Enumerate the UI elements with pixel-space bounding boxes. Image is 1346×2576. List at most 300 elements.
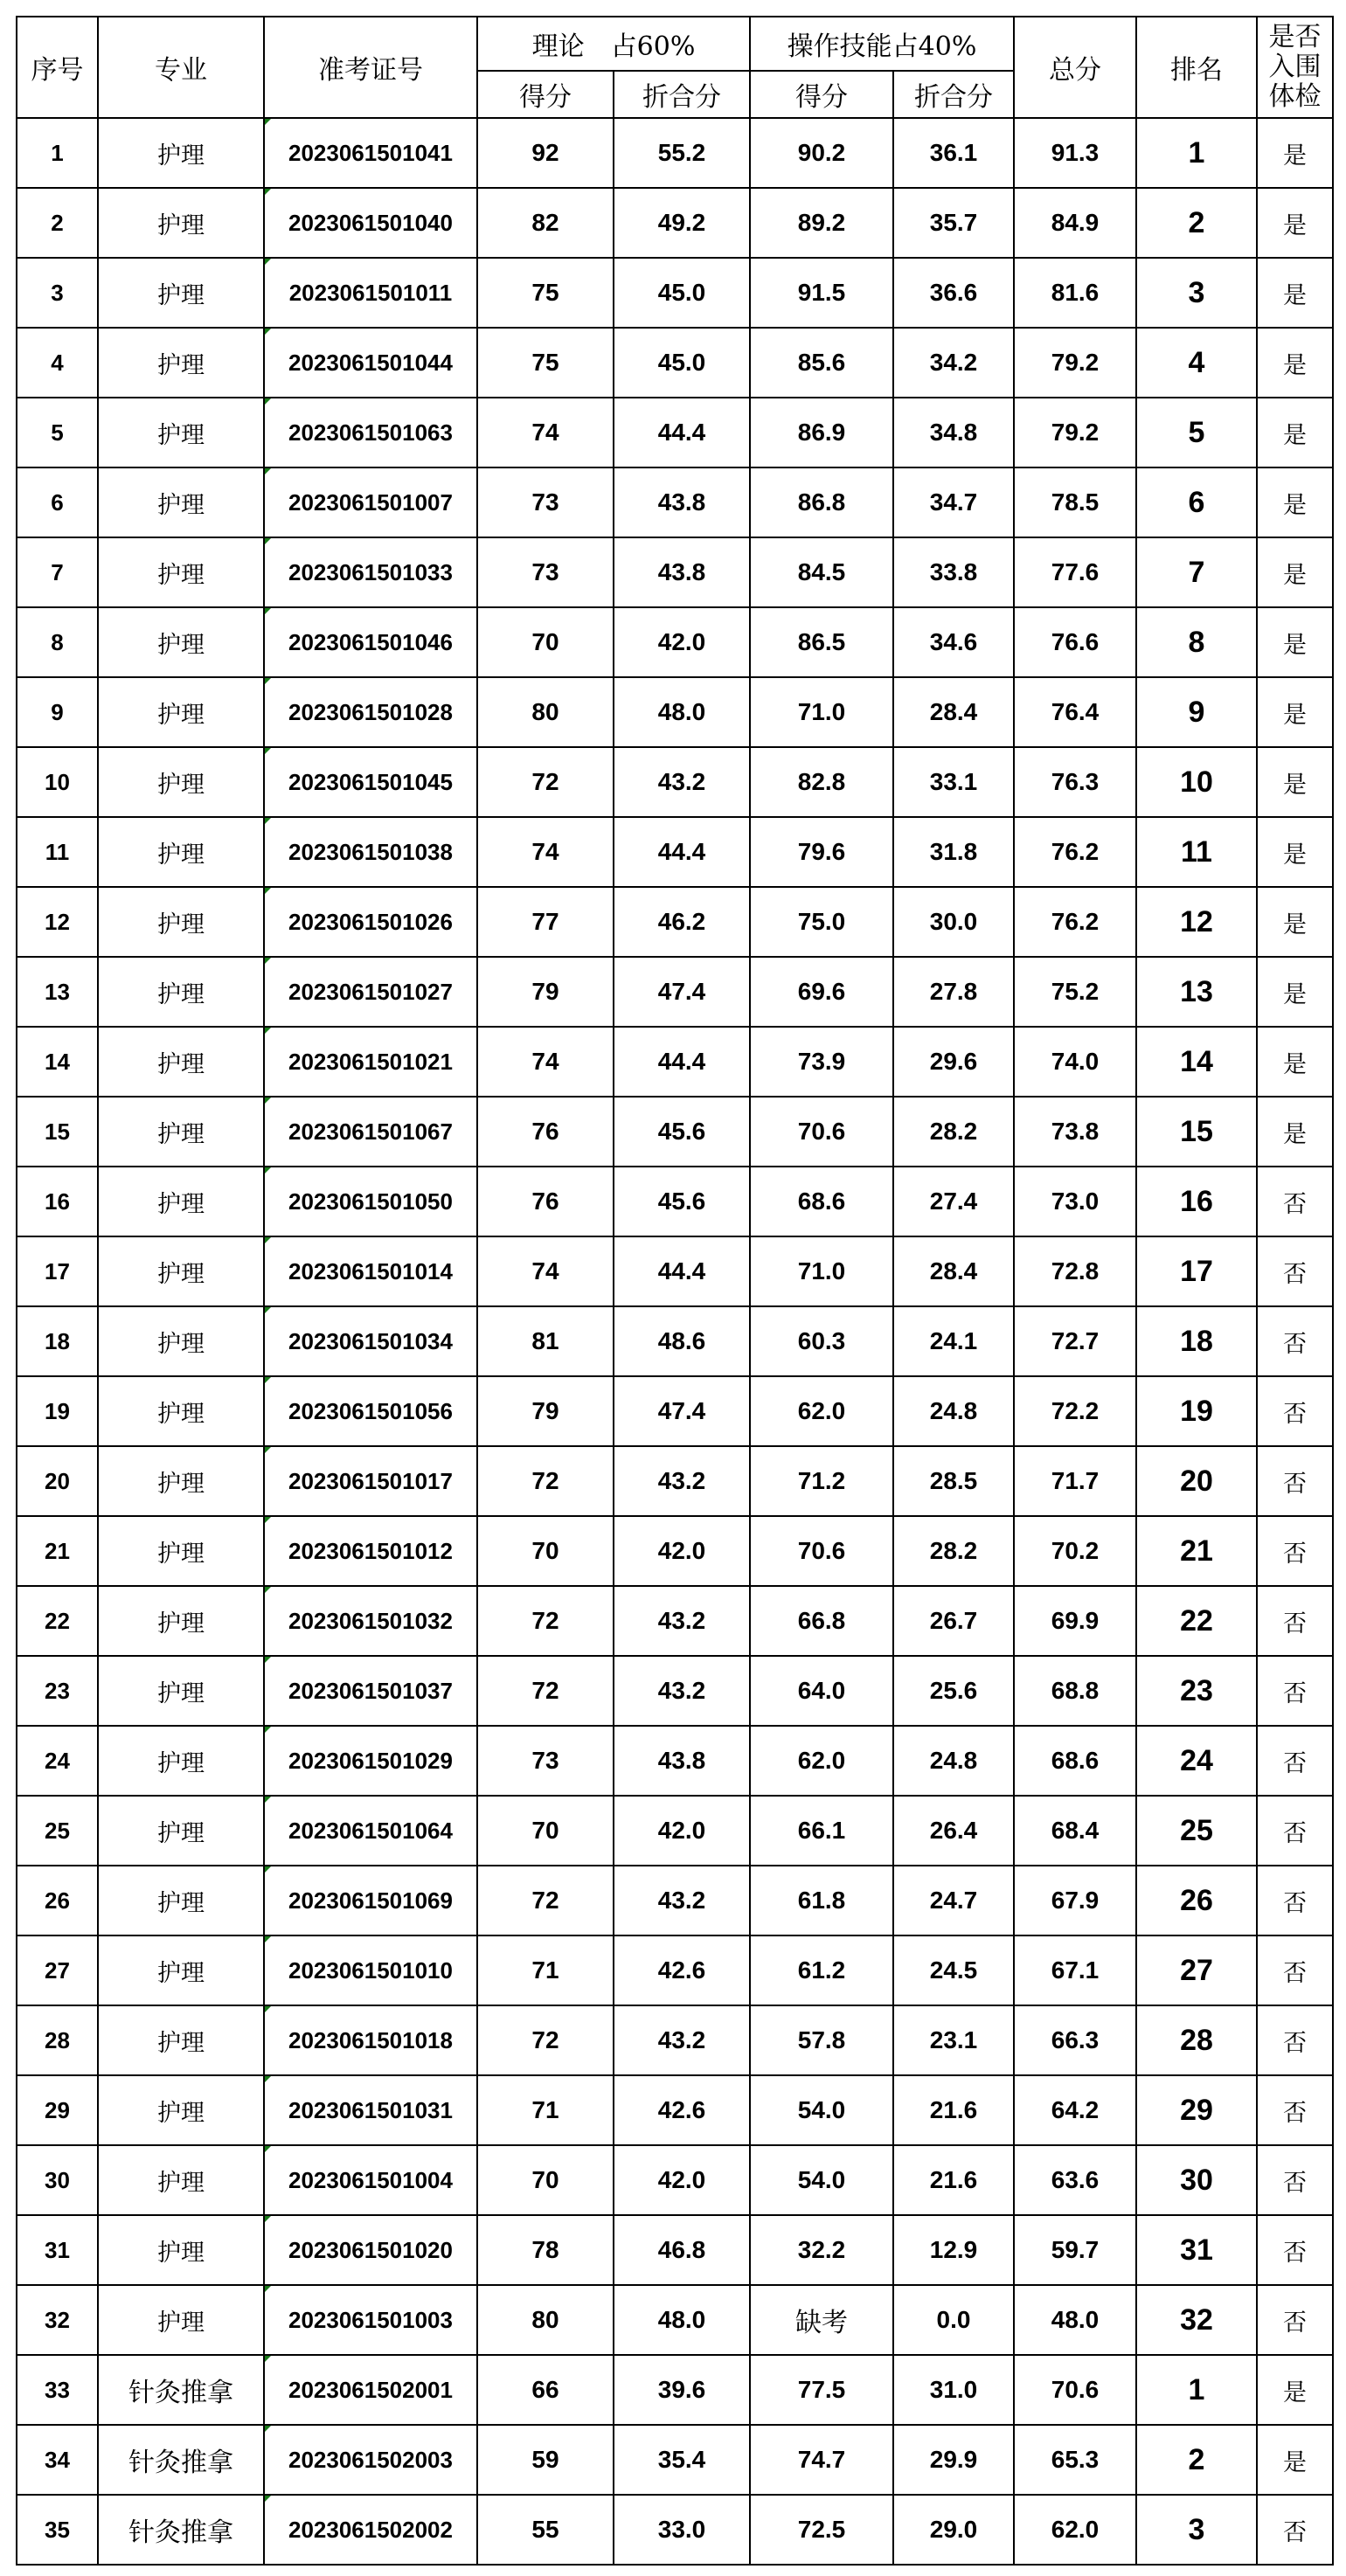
header-theory-converted: 折合分: [614, 71, 750, 118]
cell-ticket: 2023061502003: [264, 2425, 477, 2495]
table-body: [17, 118, 1333, 2565]
cell-major: 护理: [98, 537, 264, 607]
cell-theory-converted: 42.6: [614, 2075, 750, 2145]
cell-seq: 10: [17, 747, 98, 817]
cell-major: 护理: [98, 1935, 264, 2005]
cell-skill-converted: 31.8: [893, 817, 1014, 887]
cell-theory-score: 80: [477, 2285, 614, 2355]
cell-skill-score: 71.0: [750, 1236, 893, 1306]
cell-physical: 否: [1257, 1376, 1333, 1446]
cell-major: 护理: [98, 1376, 264, 1446]
cell-ticket: 2023061501004: [264, 2145, 477, 2215]
cell-theory-score: 79: [477, 957, 614, 1027]
table-row: [17, 1027, 1333, 1097]
cell-major: 护理: [98, 607, 264, 677]
cell-rank: 28: [1136, 2005, 1257, 2075]
table-row: [17, 467, 1333, 537]
cell-skill-score: 57.8: [750, 2005, 893, 2075]
cell-ticket: 2023061501012: [264, 1516, 477, 1586]
table-row: [17, 2425, 1333, 2495]
cell-theory-score: 77: [477, 887, 614, 957]
cell-seq: 32: [17, 2285, 98, 2355]
table-row: [17, 2075, 1333, 2145]
cell-skill-converted: 27.4: [893, 1167, 1014, 1236]
cell-skill-score: 54.0: [750, 2075, 893, 2145]
cell-skill-converted: 24.8: [893, 1376, 1014, 1446]
cell-ticket: 2023061501040: [264, 188, 477, 258]
cell-major: 护理: [98, 1516, 264, 1586]
cell-theory-score: 75: [477, 258, 614, 328]
cell-theory-converted: 44.4: [614, 398, 750, 467]
cell-seq: 13: [17, 957, 98, 1027]
cell-skill-score: 86.8: [750, 467, 893, 537]
cell-rank: 2: [1136, 188, 1257, 258]
table-row: [17, 1935, 1333, 2005]
cell-seq: 14: [17, 1027, 98, 1097]
cell-major: 护理: [98, 957, 264, 1027]
cell-total: 67.1: [1014, 1935, 1136, 2005]
cell-rank: 9: [1136, 677, 1257, 747]
cell-physical: 是: [1257, 398, 1333, 467]
cell-physical: 否: [1257, 2285, 1333, 2355]
cell-theory-score: 71: [477, 2075, 614, 2145]
cell-rank: 26: [1136, 1866, 1257, 1935]
header-ticket: 准考证号: [264, 17, 477, 118]
cell-major: 针灸推拿: [98, 2425, 264, 2495]
cell-skill-converted: 36.1: [893, 118, 1014, 188]
cell-major: 护理: [98, 467, 264, 537]
cell-skill-score: 71.0: [750, 677, 893, 747]
cell-physical: 是: [1257, 607, 1333, 677]
cell-total: 81.6: [1014, 258, 1136, 328]
cell-skill-score: 54.0: [750, 2145, 893, 2215]
cell-theory-converted: 43.8: [614, 467, 750, 537]
cell-skill-converted: 28.5: [893, 1446, 1014, 1516]
cell-seq: 25: [17, 1796, 98, 1866]
table-row: [17, 188, 1333, 258]
cell-physical: 是: [1257, 118, 1333, 188]
cell-ticket: 2023061501037: [264, 1656, 477, 1726]
cell-theory-score: 66: [477, 2355, 614, 2425]
cell-seq: 23: [17, 1656, 98, 1726]
cell-ticket: 2023061501011: [264, 258, 477, 328]
cell-skill-score: 61.2: [750, 1935, 893, 2005]
cell-skill-score: 86.5: [750, 607, 893, 677]
cell-seq: 2: [17, 188, 98, 258]
cell-theory-score: 70: [477, 1796, 614, 1866]
cell-theory-score: 72: [477, 1586, 614, 1656]
cell-major: 护理: [98, 328, 264, 398]
cell-rank: 18: [1136, 1306, 1257, 1376]
cell-theory-score: 76: [477, 1167, 614, 1236]
cell-skill-score: 70.6: [750, 1516, 893, 1586]
cell-physical: 否: [1257, 1586, 1333, 1656]
cell-total: 73.8: [1014, 1097, 1136, 1167]
cell-theory-converted: 35.4: [614, 2425, 750, 2495]
cell-total: 67.9: [1014, 1866, 1136, 1935]
table-row: [17, 2285, 1333, 2355]
cell-skill-score: 89.2: [750, 188, 893, 258]
cell-total: 79.2: [1014, 328, 1136, 398]
cell-physical: 否: [1257, 1306, 1333, 1376]
cell-total: 62.0: [1014, 2495, 1136, 2565]
cell-skill-score: 85.6: [750, 328, 893, 398]
cell-theory-score: 55: [477, 2495, 614, 2565]
cell-seq: 28: [17, 2005, 98, 2075]
cell-theory-converted: 43.2: [614, 1586, 750, 1656]
cell-ticket: 2023061502002: [264, 2495, 477, 2565]
table-row: [17, 2215, 1333, 2285]
cell-major: 护理: [98, 2285, 264, 2355]
cell-skill-converted: 31.0: [893, 2355, 1014, 2425]
cell-physical: 是: [1257, 747, 1333, 817]
cell-seq: 24: [17, 1726, 98, 1796]
cell-theory-score: 71: [477, 1935, 614, 2005]
cell-theory-score: 72: [477, 1866, 614, 1935]
table-row: [17, 1866, 1333, 1935]
cell-rank: 20: [1136, 1446, 1257, 1516]
cell-skill-score: 77.5: [750, 2355, 893, 2425]
cell-physical: 是: [1257, 1097, 1333, 1167]
cell-seq: 6: [17, 467, 98, 537]
cell-rank: 2: [1136, 2425, 1257, 2495]
cell-theory-converted: 43.2: [614, 1446, 750, 1516]
cell-skill-converted: 26.4: [893, 1796, 1014, 1866]
cell-skill-converted: 0.0: [893, 2285, 1014, 2355]
cell-theory-converted: 43.2: [614, 1656, 750, 1726]
cell-seq: 16: [17, 1167, 98, 1236]
cell-rank: 3: [1136, 258, 1257, 328]
cell-rank: 21: [1136, 1516, 1257, 1586]
cell-seq: 30: [17, 2145, 98, 2215]
cell-total: 76.2: [1014, 817, 1136, 887]
cell-ticket: 2023061501028: [264, 677, 477, 747]
cell-skill-converted: 34.6: [893, 607, 1014, 677]
cell-ticket: 2023061501026: [264, 887, 477, 957]
cell-rank: 17: [1136, 1236, 1257, 1306]
cell-physical: 否: [1257, 1446, 1333, 1516]
cell-rank: 19: [1136, 1376, 1257, 1446]
cell-major: 护理: [98, 1656, 264, 1726]
header-rank: 排名: [1136, 17, 1257, 118]
cell-total: 69.9: [1014, 1586, 1136, 1656]
cell-skill-converted: 33.1: [893, 747, 1014, 817]
table-row: [17, 957, 1333, 1027]
cell-physical: 是: [1257, 467, 1333, 537]
cell-skill-score: 62.0: [750, 1726, 893, 1796]
header-theory-score: 得分: [477, 71, 614, 118]
cell-skill-converted: 26.7: [893, 1586, 1014, 1656]
table-row: [17, 1796, 1333, 1866]
cell-physical: 是: [1257, 1027, 1333, 1097]
cell-theory-converted: 43.2: [614, 1866, 750, 1935]
cell-theory-score: 73: [477, 1726, 614, 1796]
cell-theory-score: 80: [477, 677, 614, 747]
cell-ticket: 2023061501021: [264, 1027, 477, 1097]
cell-skill-converted: 23.1: [893, 2005, 1014, 2075]
cell-skill-score: 74.7: [750, 2425, 893, 2495]
cell-ticket: 2023061501056: [264, 1376, 477, 1446]
cell-total: 72.2: [1014, 1376, 1136, 1446]
cell-physical: 是: [1257, 887, 1333, 957]
cell-major: 护理: [98, 398, 264, 467]
cell-major: 护理: [98, 1726, 264, 1796]
table-row: [17, 1306, 1333, 1376]
table-row: [17, 2145, 1333, 2215]
cell-seq: 35: [17, 2495, 98, 2565]
table-row: [17, 677, 1333, 747]
cell-major: 针灸推拿: [98, 2495, 264, 2565]
cell-ticket: 2023061501038: [264, 817, 477, 887]
cell-skill-score: 69.6: [750, 957, 893, 1027]
cell-rank: 22: [1136, 1586, 1257, 1656]
cell-skill-converted: 24.5: [893, 1935, 1014, 2005]
cell-skill-score: 84.5: [750, 537, 893, 607]
cell-rank: 3: [1136, 2495, 1257, 2565]
cell-ticket: 2023061501032: [264, 1586, 477, 1656]
cell-total: 65.3: [1014, 2425, 1136, 2495]
cell-physical: 是: [1257, 188, 1333, 258]
cell-theory-converted: 45.6: [614, 1167, 750, 1236]
cell-major: 护理: [98, 1027, 264, 1097]
cell-skill-converted: 28.4: [893, 1236, 1014, 1306]
header-physical: 是否入围体检: [1257, 17, 1333, 118]
cell-rank: 1: [1136, 118, 1257, 188]
cell-theory-converted: 46.8: [614, 2215, 750, 2285]
cell-theory-converted: 44.4: [614, 817, 750, 887]
cell-major: 护理: [98, 118, 264, 188]
cell-theory-score: 78: [477, 2215, 614, 2285]
cell-total: 84.9: [1014, 188, 1136, 258]
cell-theory-score: 70: [477, 1516, 614, 1586]
cell-rank: 14: [1136, 1027, 1257, 1097]
cell-theory-converted: 49.2: [614, 188, 750, 258]
cell-total: 66.3: [1014, 2005, 1136, 2075]
cell-theory-score: 79: [477, 1376, 614, 1446]
cell-theory-converted: 42.0: [614, 1796, 750, 1866]
table-row: [17, 2355, 1333, 2425]
cell-skill-score: 66.1: [750, 1796, 893, 1866]
cell-skill-score: 82.8: [750, 747, 893, 817]
cell-theory-converted: 43.2: [614, 2005, 750, 2075]
cell-seq: 7: [17, 537, 98, 607]
cell-rank: 27: [1136, 1935, 1257, 2005]
cell-physical: 否: [1257, 2145, 1333, 2215]
table-row: [17, 2005, 1333, 2075]
cell-ticket: 2023061501044: [264, 328, 477, 398]
cell-rank: 15: [1136, 1097, 1257, 1167]
table-row: [17, 2495, 1333, 2565]
cell-major: 护理: [98, 1586, 264, 1656]
cell-theory-converted: 42.0: [614, 1516, 750, 1586]
cell-total: 77.6: [1014, 537, 1136, 607]
cell-skill-converted: 29.0: [893, 2495, 1014, 2565]
cell-skill-converted: 34.7: [893, 467, 1014, 537]
cell-rank: 4: [1136, 328, 1257, 398]
cell-theory-converted: 43.8: [614, 1726, 750, 1796]
cell-seq: 8: [17, 607, 98, 677]
cell-skill-score: 72.5: [750, 2495, 893, 2565]
cell-major: 护理: [98, 1097, 264, 1167]
cell-theory-score: 73: [477, 467, 614, 537]
cell-seq: 5: [17, 398, 98, 467]
cell-ticket: 2023061501007: [264, 467, 477, 537]
cell-seq: 3: [17, 258, 98, 328]
cell-skill-score: 66.8: [750, 1586, 893, 1656]
cell-skill-converted: 33.8: [893, 537, 1014, 607]
cell-skill-converted: 35.7: [893, 188, 1014, 258]
cell-major: 护理: [98, 188, 264, 258]
cell-rank: 1: [1136, 2355, 1257, 2425]
cell-physical: 是: [1257, 537, 1333, 607]
cell-theory-score: 74: [477, 398, 614, 467]
cell-seq: 21: [17, 1516, 98, 1586]
cell-theory-score: 82: [477, 188, 614, 258]
cell-seq: 20: [17, 1446, 98, 1516]
cell-seq: 26: [17, 1866, 98, 1935]
cell-total: 70.2: [1014, 1516, 1136, 1586]
cell-physical: 否: [1257, 2215, 1333, 2285]
cell-ticket: 2023061502001: [264, 2355, 477, 2425]
cell-total: 78.5: [1014, 467, 1136, 537]
table-row: [17, 1097, 1333, 1167]
cell-rank: 24: [1136, 1726, 1257, 1796]
cell-seq: 19: [17, 1376, 98, 1446]
cell-total: 79.2: [1014, 398, 1136, 467]
cell-total: 76.3: [1014, 747, 1136, 817]
cell-skill-converted: 28.2: [893, 1097, 1014, 1167]
cell-seq: 12: [17, 887, 98, 957]
cell-total: 76.2: [1014, 887, 1136, 957]
cell-major: 护理: [98, 2145, 264, 2215]
cell-seq: 33: [17, 2355, 98, 2425]
cell-skill-score: 86.9: [750, 398, 893, 467]
cell-theory-score: 70: [477, 2145, 614, 2215]
cell-theory-converted: 39.6: [614, 2355, 750, 2425]
cell-skill-converted: 21.6: [893, 2145, 1014, 2215]
cell-seq: 34: [17, 2425, 98, 2495]
cell-skill-converted: 24.7: [893, 1866, 1014, 1935]
cell-physical: 否: [1257, 1656, 1333, 1726]
cell-rank: 11: [1136, 817, 1257, 887]
cell-total: 71.7: [1014, 1446, 1136, 1516]
cell-skill-score: 70.6: [750, 1097, 893, 1167]
cell-rank: 8: [1136, 607, 1257, 677]
cell-major: 护理: [98, 1796, 264, 1866]
cell-rank: 10: [1136, 747, 1257, 817]
cell-skill-converted: 29.9: [893, 2425, 1014, 2495]
cell-theory-converted: 48.6: [614, 1306, 750, 1376]
cell-total: 68.6: [1014, 1726, 1136, 1796]
cell-skill-score: 32.2: [750, 2215, 893, 2285]
cell-seq: 4: [17, 328, 98, 398]
cell-skill-converted: 28.4: [893, 677, 1014, 747]
cell-physical: 否: [1257, 2495, 1333, 2565]
cell-theory-converted: 42.0: [614, 607, 750, 677]
cell-major: 护理: [98, 887, 264, 957]
cell-rank: 29: [1136, 2075, 1257, 2145]
cell-rank: 31: [1136, 2215, 1257, 2285]
cell-theory-score: 74: [477, 817, 614, 887]
cell-skill-score: 90.2: [750, 118, 893, 188]
cell-theory-score: 72: [477, 1656, 614, 1726]
table-row: [17, 537, 1333, 607]
cell-skill-score: 64.0: [750, 1656, 893, 1726]
cell-physical: 否: [1257, 1516, 1333, 1586]
cell-physical: 否: [1257, 2005, 1333, 2075]
header-row: [17, 17, 1333, 71]
cell-theory-score: 75: [477, 328, 614, 398]
cell-theory-converted: 46.2: [614, 887, 750, 957]
table-row: [17, 887, 1333, 957]
cell-theory-converted: 42.0: [614, 2145, 750, 2215]
cell-total: 68.8: [1014, 1656, 1136, 1726]
cell-physical: 是: [1257, 957, 1333, 1027]
cell-total: 76.6: [1014, 607, 1136, 677]
cell-skill-score: 60.3: [750, 1306, 893, 1376]
cell-skill-converted: 25.6: [893, 1656, 1014, 1726]
cell-skill-score: 68.6: [750, 1167, 893, 1236]
cell-theory-converted: 33.0: [614, 2495, 750, 2565]
cell-rank: 23: [1136, 1656, 1257, 1726]
cell-physical: 否: [1257, 1726, 1333, 1796]
cell-ticket: 2023061501050: [264, 1167, 477, 1236]
cell-total: 72.7: [1014, 1306, 1136, 1376]
cell-ticket: 2023061501045: [264, 747, 477, 817]
cell-ticket: 2023061501041: [264, 118, 477, 188]
header-total: 总分: [1014, 17, 1136, 118]
header-skill-score: 得分: [750, 71, 893, 118]
cell-ticket: 2023061501069: [264, 1866, 477, 1935]
cell-physical: 是: [1257, 677, 1333, 747]
cell-total: 70.6: [1014, 2355, 1136, 2425]
cell-theory-converted: 45.0: [614, 258, 750, 328]
cell-skill-score: 73.9: [750, 1027, 893, 1097]
cell-theory-score: 72: [477, 2005, 614, 2075]
cell-major: 护理: [98, 817, 264, 887]
cell-skill-score: 91.5: [750, 258, 893, 328]
cell-major: 护理: [98, 2215, 264, 2285]
cell-theory-score: 92: [477, 118, 614, 188]
cell-total: 63.6: [1014, 2145, 1136, 2215]
cell-ticket: 2023061501027: [264, 957, 477, 1027]
table-row: [17, 1586, 1333, 1656]
table-row: [17, 398, 1333, 467]
cell-ticket: 2023061501064: [264, 1796, 477, 1866]
table-row: [17, 1726, 1333, 1796]
cell-theory-score: 74: [477, 1027, 614, 1097]
cell-rank: 30: [1136, 2145, 1257, 2215]
cell-seq: 17: [17, 1236, 98, 1306]
cell-ticket: 2023061501014: [264, 1236, 477, 1306]
cell-skill-converted: 36.6: [893, 258, 1014, 328]
table-row: [17, 1656, 1333, 1726]
cell-theory-score: 74: [477, 1236, 614, 1306]
cell-total: 72.8: [1014, 1236, 1136, 1306]
cell-skill-score: 75.0: [750, 887, 893, 957]
cell-seq: 22: [17, 1586, 98, 1656]
cell-rank: 16: [1136, 1167, 1257, 1236]
cell-ticket: 2023061501046: [264, 607, 477, 677]
header-seq: 序号: [17, 17, 98, 118]
cell-theory-score: 70: [477, 607, 614, 677]
cell-total: 64.2: [1014, 2075, 1136, 2145]
cell-ticket: 2023061501063: [264, 398, 477, 467]
cell-physical: 否: [1257, 1167, 1333, 1236]
cell-ticket: 2023061501033: [264, 537, 477, 607]
table-row: [17, 747, 1333, 817]
table-row: [17, 1167, 1333, 1236]
